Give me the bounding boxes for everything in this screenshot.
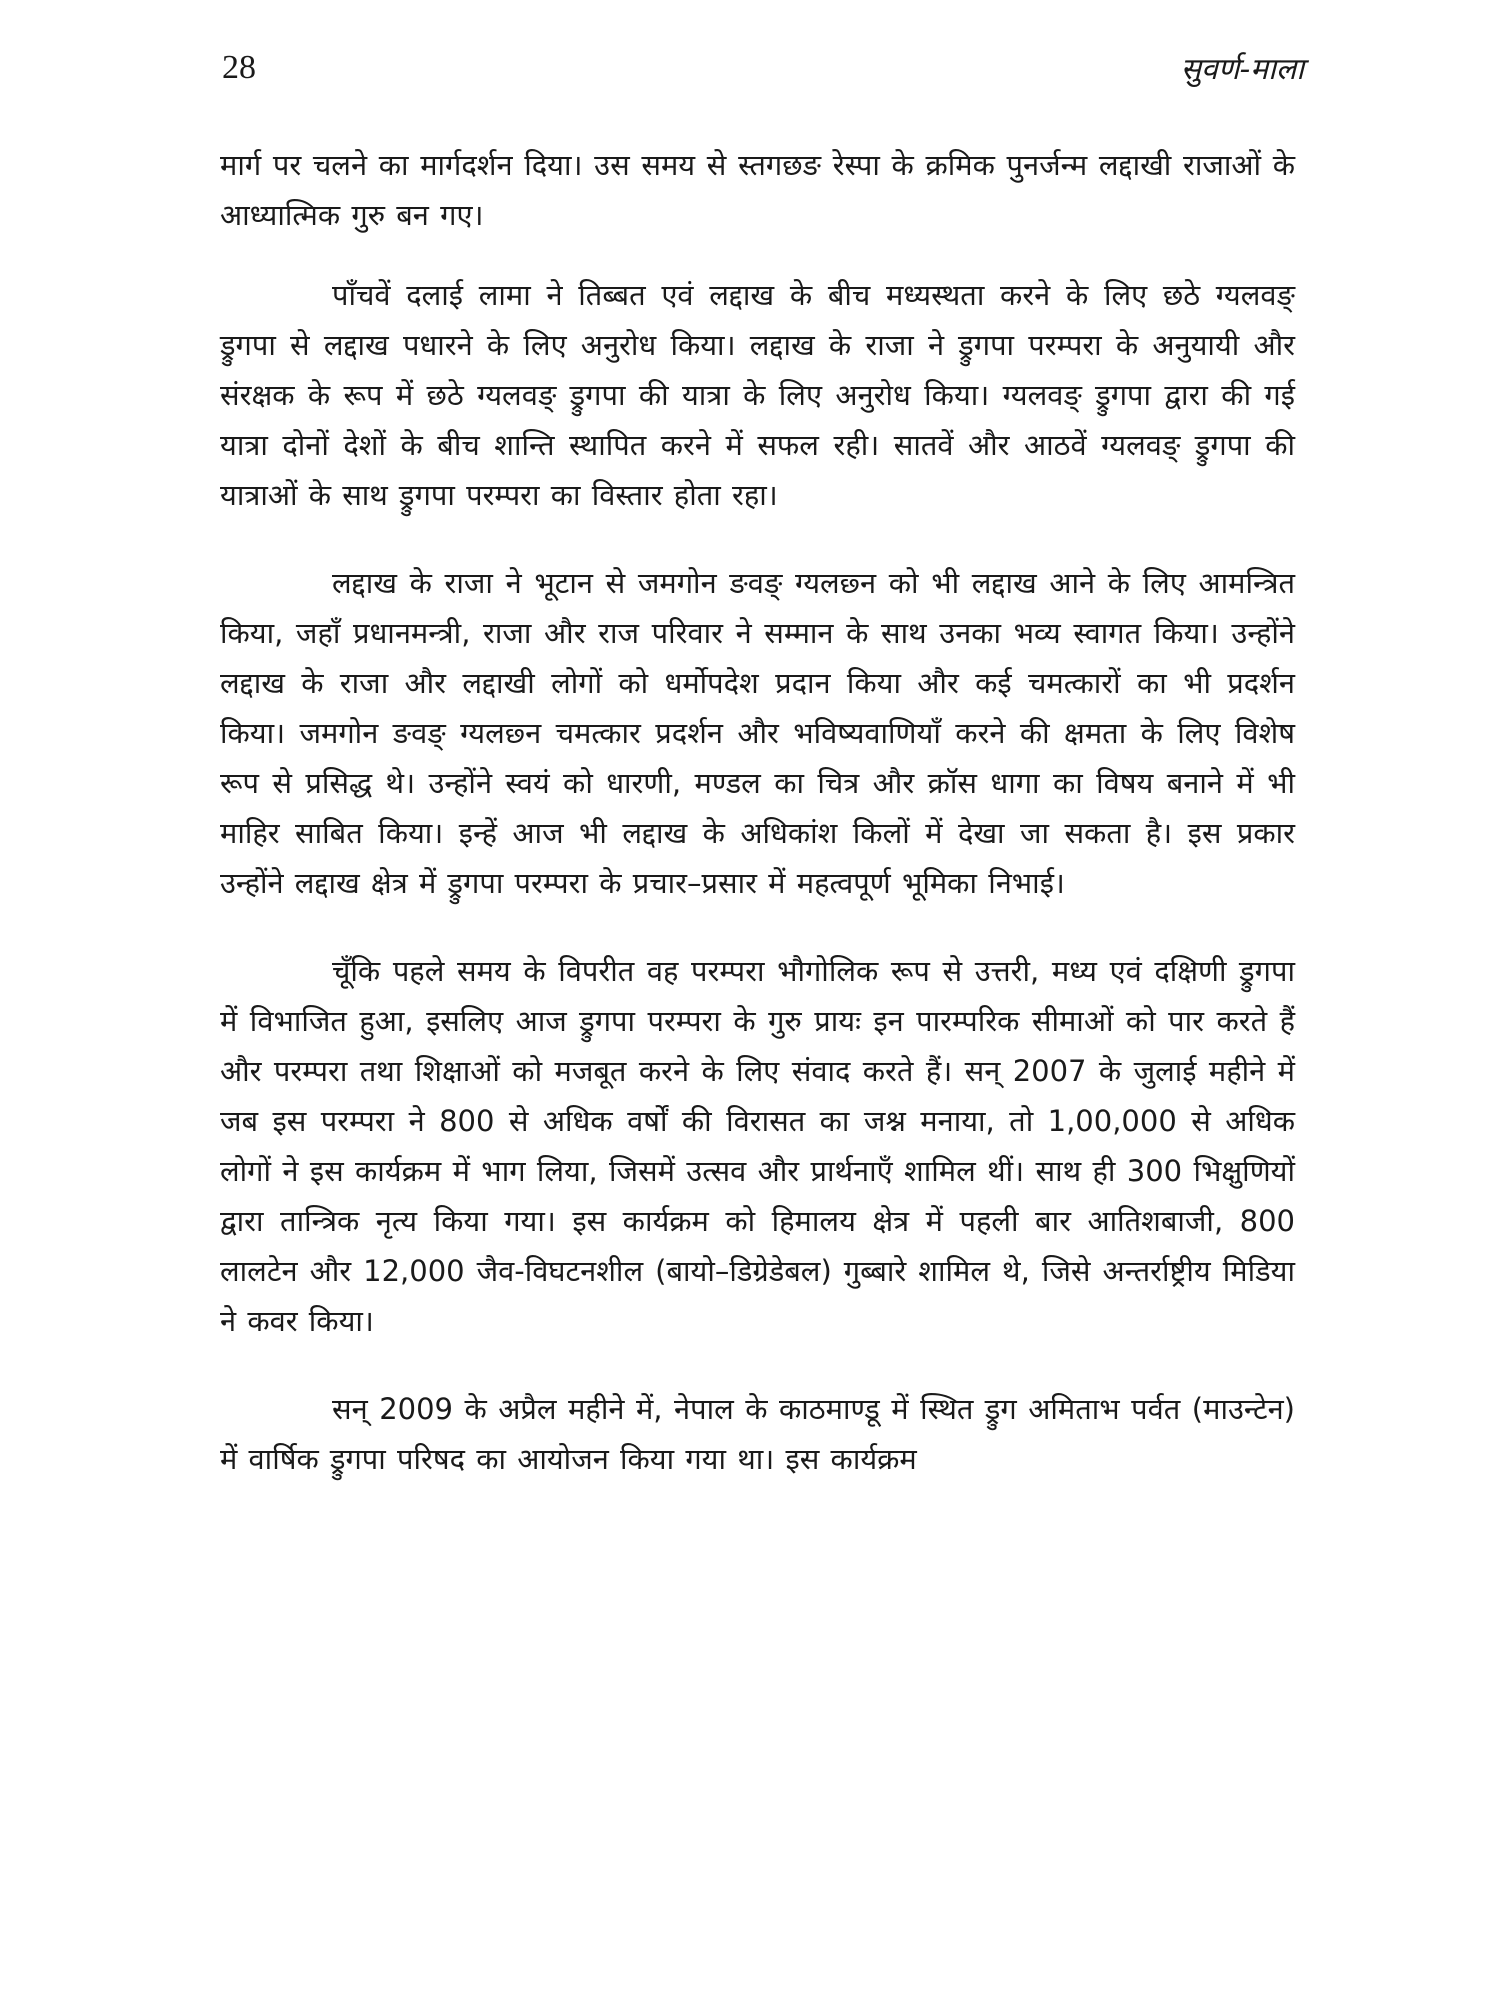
running-head: सुवर्ण-माला (1180, 52, 1304, 87)
paragraph-4: चूँकि पहले समय के विपरीत वह परम्परा भौगोलिक रूप से उत्तरी, मध्य एवं दक्षिणी ड्रुगपा में विभाजित हुआ, इसलिए आज ड्रुगपा परम्परा के गुरु प्रायः इन पारम्परिक सीमाओं को पार करते हैं और परम्परा तथा शिक्षाओं को मजबूत करने के लिए संवाद करते हैं। सन् 2007 के जुलाई महीने में जब इस परम्परा ने 800 से अधिक वर्षों की विरासत का जश्न मनाया, तो 1,00,000 से अधिक लोगों ने इस कार्यक्रम में भाग लिया, जिसमें उत्सव और प्रार्थनाएँ शामिल थीं। साथ ही 300 भिक्षुणियों द्वारा तान्त्रिक नृत्य किया गया। इस कार्यक्रम को हिमालय क्षेत्र में पहली बार आतिशबाजी, 800 लालटेन और 12,000 जैव-विघटनशील (बायो–डिग्रेडेबल) गुब्बारे शामिल थे, जिसे अन्तर्राष्ट्रीय मिडिया ने कवर किया। (220, 954, 1295, 1338)
page-number: 28 (222, 49, 256, 86)
body-text (220, 140, 1295, 1522)
paragraph-5: सन् 2009 के अप्रैल महीने में, नेपाल के काठमाण्डू में स्थित ड्रुग अमिताभ पर्वत (माउन्टेन) में वार्षिक ड्रुगपा परिषद का आयोजन किया गया था। इस कार्यक्रम (220, 1392, 1295, 1476)
paragraph-3: लद्दाख के राजा ने भूटान से जमगोन ङवङ् ग्यलछ्न को भी लद्दाख आने के लिए आमन्त्रित किया, जहाँ प्रधानमन्त्री, राजा और राज परिवार ने सम्मान के साथ उनका भव्य स्वागत किया। उन्होंने लद्दाख के राजा और लद्दाखी लोगों को धर्मोपदेश प्रदान किया और कई चमत्कारों का भी प्रदर्शन किया। जमगोन ङवङ् ग्यलछ्न चमत्कार प्रदर्शन और भविष्यवाणियाँ करने की क्षमता के लिए विशेष रूप से प्रसिद्ध थे। उन्होंने स्वयं को धारणी, मण्डल का चित्र और क्रॉस धागा का विषय बनाने में भी माहिर साबित किया। इन्हें आज भी लद्दाख के अधिकांश किलों में देखा जा सकता है। इस प्रकार उन्होंने लद्दाख क्षेत्र में ड्रुगपा परम्परा के प्रचार–प्रसार में महत्वपूर्ण भूमिका निभाई। (220, 566, 1296, 900)
paragraph-1: मार्ग पर चलने का मार्गदर्शन दिया। उस समय से स्तगछङ रेस्पा के क्रमिक पुनर्जन्म लद्दाखी राजाओं के आध्यात्मिक गुरु बन गए। (220, 148, 1295, 232)
paragraph-2: पाँचवें दलाई लामा ने तिब्बत एवं लद्दाख के बीच मध्यस्थता करने के लिए छठे ग्यलवङ् ड्रुगपा से लद्दाख पधारने के लिए अनुरोध किया। लद्दाख के राजा ने ड्रुगपा परम्परा के अनुयायी और संरक्षक के रूप में छठे ग्यलवङ् ड्रुगपा की यात्रा के लिए अनुरोध किया। ग्यलवङ् ड्रुगपा द्वारा की गई यात्रा दोनों देशों के बीच शान्ति स्थापित करने में सफल रही। सातवें और आठवें ग्यलवङ् ड्रुगपा की यात्राओं के साथ ड्रुगपा परम्परा का विस्तार होता रहा। (220, 278, 1295, 512)
